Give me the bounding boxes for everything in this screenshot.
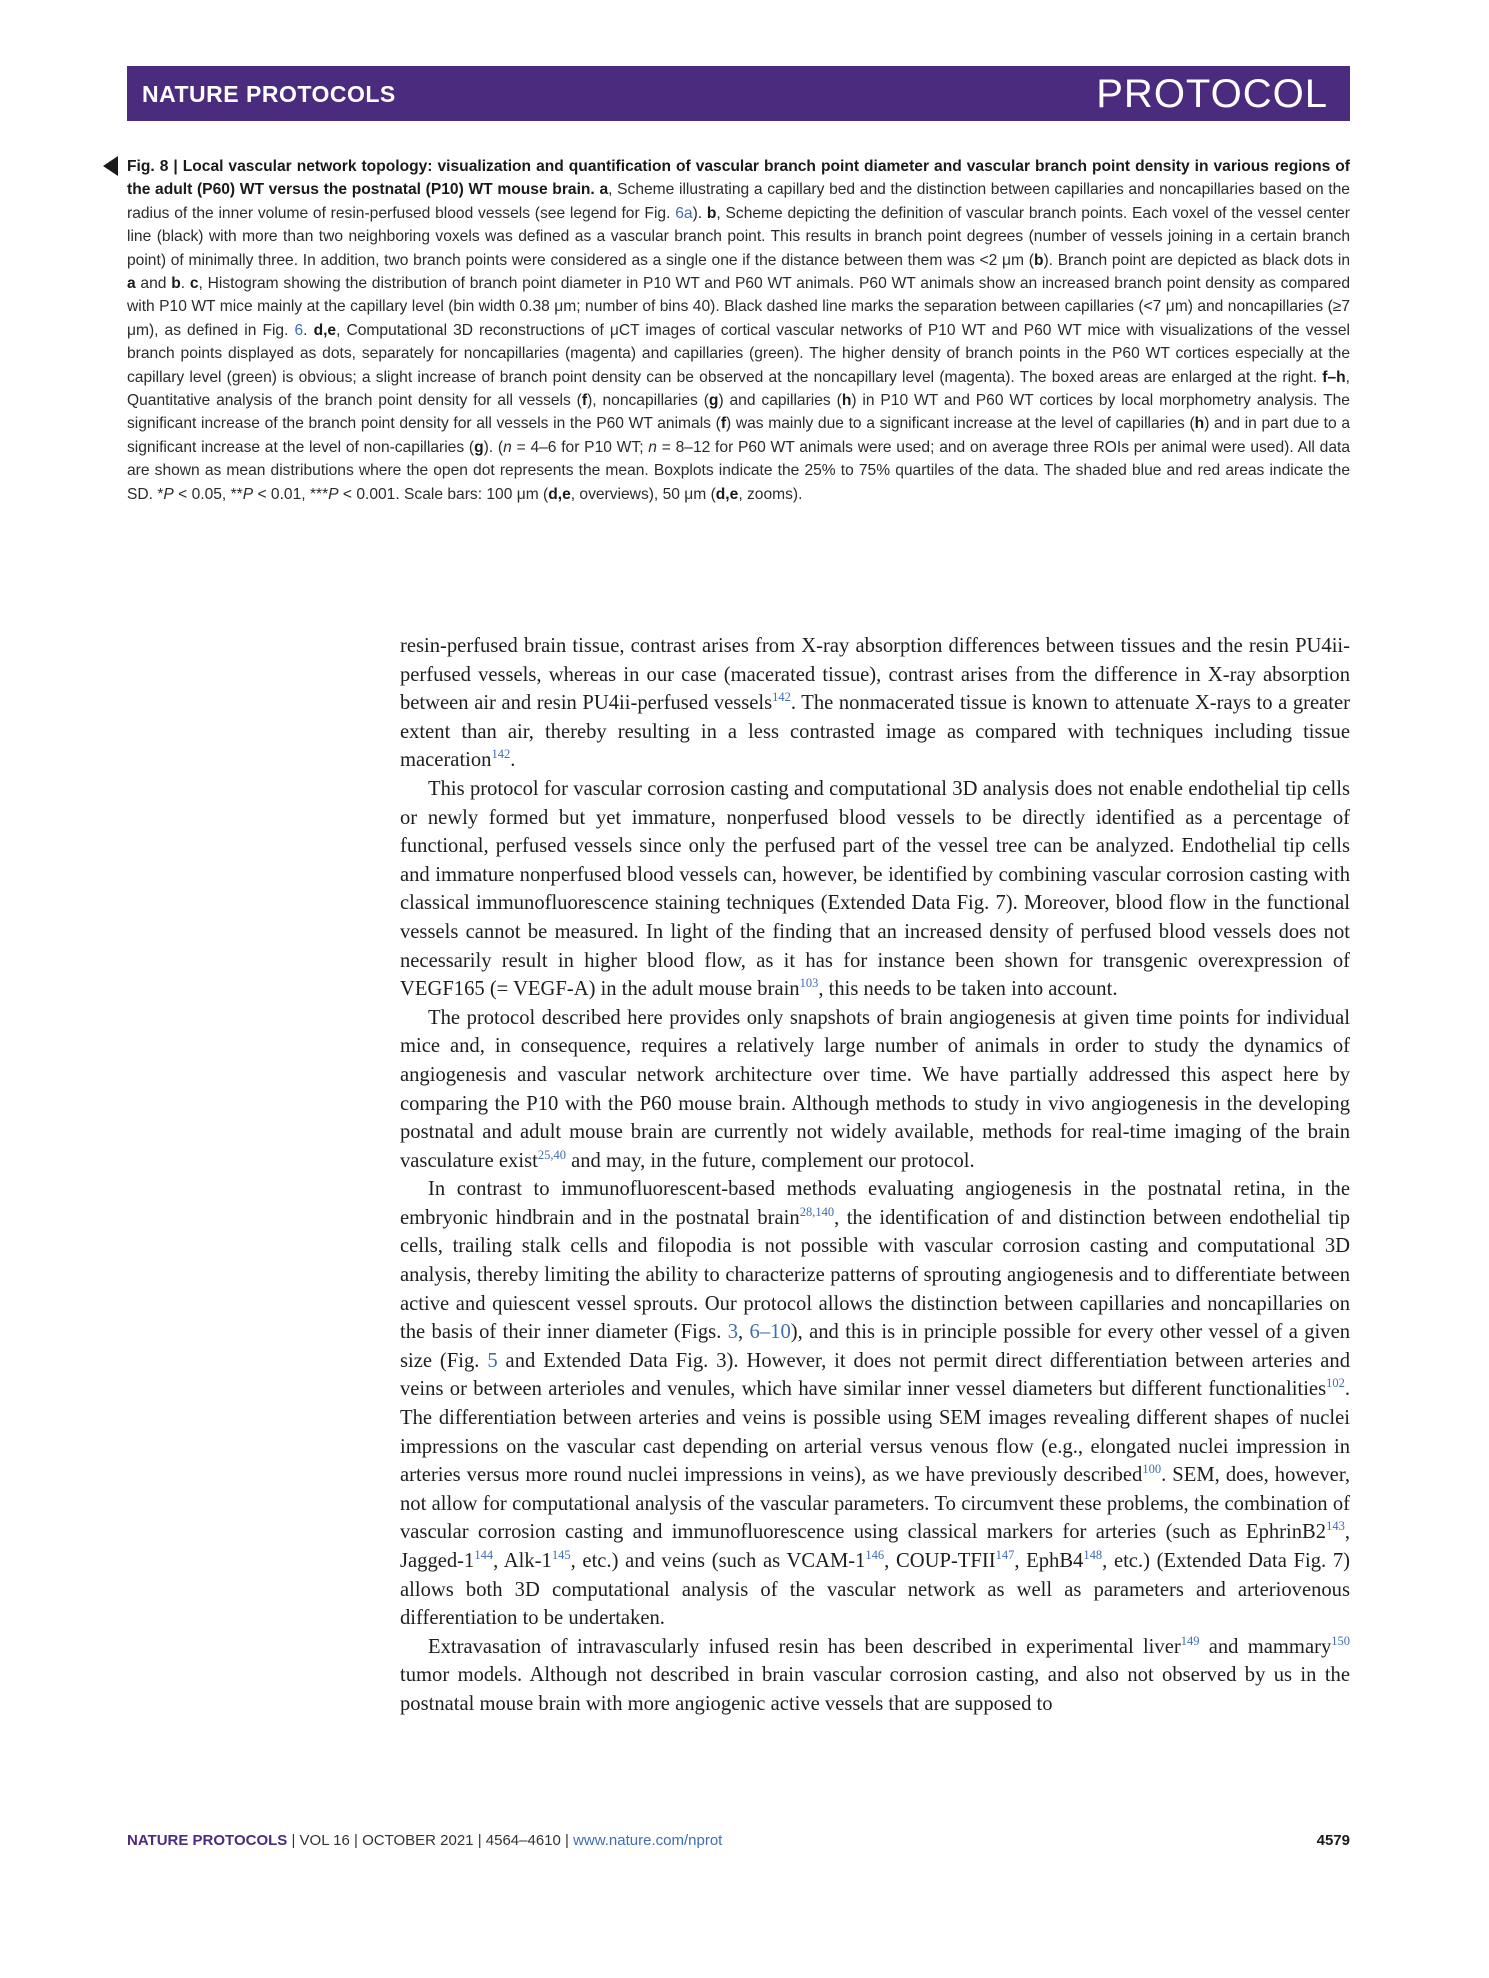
citation-link[interactable]: 100	[1142, 1462, 1162, 1477]
fig-link[interactable]: 3	[727, 1321, 739, 1344]
citation-link[interactable]: 147	[995, 1548, 1015, 1563]
page-footer: NATURE PROTOCOLS | VOL 16 | OCTOBER 2021 | 4564–4610 | www.nature.com/nprot 4579	[127, 1832, 1350, 1849]
caption-arrow-icon	[103, 156, 118, 176]
citation-link[interactable]: 25,40	[537, 1147, 566, 1162]
footer-pages: 4564–4610	[485, 1832, 561, 1849]
citation-link[interactable]: 146	[865, 1548, 885, 1563]
citation-link[interactable]: 28,140	[799, 1205, 835, 1220]
paragraph: The protocol described here provides only snapshots of brain angiogenesis at given time points for individual mice and, in consequence, requires a relatively large number of animals in order to study the dynamics of angiogenesis and vascular network architecture over time. We have partially addressed this aspect here by comparing the P10 with the P60 mouse brain. Although methods to study in vivo angiogenesis in the developing postnatal and adult mouse brain are currently not widely available, methods for real-time imaging of the brain vasculature exist$^{25,40}$ and may, in the future, complement our protocol.	[400, 1006, 1350, 1172]
footer-url-link[interactable]: www.nature.com/nprot	[573, 1832, 723, 1849]
citation-link[interactable]: 103	[799, 976, 819, 991]
footer-journal: NATURE PROTOCOLS	[127, 1832, 288, 1849]
citation-link[interactable]: 145	[551, 1548, 571, 1563]
journal-name: NATURE PROTOCOLS	[142, 81, 396, 107]
fig-link-6a[interactable]: 6a	[675, 204, 693, 222]
paragraph: This protocol for vascular corrosion casting and computational 3D analysis does not enable endothelial tip cells or newly formed but yet immature, nonperfused blood vessels to be directly identified as a percentage of functional, perfused vessels since only the perfused part of the vessel tree can be analyzed. Endothelial tip cells and immature nonperfused blood vessels can, however, be identified by combining vascular corrosion casting with classical immunofluorescence staining techniques (Extended Data Fig. 7). Moreover, blood flow in the functional vessels cannot be measured. In light of the finding that an increased density of perfused blood vessels does not necessarily result in higher blood flow, as it has for instance been shown for transgenic overexpression of VEGF165 (= VEGF-A) in the adult mouse brain$^{103}$, this needs to be taken into account.	[400, 777, 1350, 1001]
citation-link[interactable]: 144	[474, 1548, 494, 1563]
page-header	[127, 66, 1350, 121]
footer-date: OCTOBER 2021	[362, 1832, 474, 1849]
citation-link[interactable]: 148	[1083, 1548, 1103, 1563]
paragraph: resin-perfused brain tissue, contrast arises from X-ray absorption differences between tissues and the resin PU4ii-perfused vessels, whereas in our case (macerated tissue), contrast arises from the difference in X-ray absorption between air and resin PU4ii-perfused vessels$^{142}$. The nonmacerated tissue is known to attenuate X-rays to a greater extent than air, thereby resulting in a less contrasted image as compared with techniques including tissue maceration$^{142}$.	[400, 635, 1350, 772]
body-text	[400, 632, 1350, 1719]
article-type: PROTOCOL	[1096, 72, 1328, 116]
figure-caption: Fig. 8 | Local vascular network topology: visualization and quantification of vascular branch point diameter and vascular branch point density in various regions of the adult (P60) WT versus the postnatal (P10) WT mouse brain. a, Scheme illustrating a capillary bed and the distinction between capillaries and noncapillaries based on the radius of the inner volume of resin-perfused blood vessels (see legend for Fig. 6a). b, Scheme depicting the definition of vascular branch points. Each voxel of the vessel center line (black) with more than two neighboring voxels was defined as a vascular branch point. This results in branch point degrees (number of vessels joining in a certain branch point) of minimally three. In addition, two branch points were considered as a single one if the distance between them was <2 μm (b). Branch point are depicted as black dots in a and b. c, Histogram showing the distribution of branch point diameter in P10 WT and P60 WT animals. P60 WT animals show an increased branch point density as compared with P10 WT mice mainly at the capillary level (bin width 0.38 μm; number of bins 40). Black dashed line marks the separation between capillaries (<7 μm) and noncapillaries (≥7 μm), as defined in Fig. 6. d,e, Computational 3D reconstructions of μCT images of cortical vascular networks of P10 WT and P60 WT mice with visualizations of the vessel branch points displayed as dots, separately for noncapillaries (magenta) and capillaries (green). The higher density of branch points in the P60 WT cortices especially at the capillary level (green) is obvious; a slight increase of branch point density can be observed at the noncapillary level (magenta). The boxed areas are enlarged at the right. f–h, Quantitative analysis of the branch point density for all vessels (f), noncapillaries (g) and capillaries (h) in P10 WT and P60 WT cortices by local morphometry analysis. The significant increase of the branch point density for all vessels in the P60 WT animals (f) was mainly due to a significant increase at the level of capillaries (h) and in part due to a significant increase at the level of non-capillaries (g). (n = 4–6 for P10 WT; n = 8–12 for P60 WT animals were used; and on average three ROIs per animal were used). All data are shown as mean distributions where the open dot represents the mean. Boxplots indicate the 25% to 75% quartiles of the data. The shaded blue and red areas indicate the SD. *P < 0.05, **P < 0.01, ***P < 0.001. Scale bars: 100 μm (d,e, overviews), 50 μm (d,e, zooms).	[127, 155, 1350, 506]
citation-link[interactable]: 150	[1331, 1633, 1350, 1648]
fig-link[interactable]: 5	[487, 1349, 498, 1372]
footer-volume: VOL 16	[299, 1832, 350, 1849]
caption-title: Local vascular network topology: visualization and quantification of vascular branch point diameter and vascular branch point density in various regions of the adult (P60) WT versus the postnatal (P10) WT mouse brain.	[127, 158, 1350, 199]
citation-link[interactable]: 102	[1326, 1376, 1345, 1391]
page-number: 4579	[1316, 1832, 1350, 1849]
citation-link[interactable]: 142	[772, 690, 791, 705]
fig-link[interactable]: 6–10	[749, 1321, 791, 1344]
citation-link[interactable]: 142	[491, 747, 511, 762]
caption-label: Fig. 8 |	[127, 158, 183, 175]
citation-link[interactable]: 143	[1326, 1519, 1345, 1534]
citation-link[interactable]: 149	[1180, 1633, 1200, 1648]
paragraph: In contrast to immunofluorescent-based methods evaluating angiogenesis in the postnatal retina, in the embryonic hindbrain and in the postnatal brain$^{28,140}$, the identification of and distinction between endothelial tip cells, trailing stalk cells and filopodia is not possible with vascular corrosion casting and computational 3D analysis, thereby limiting the ability to characterize patterns of sprouting angiogenesis and to differentiate between active and quiescent vessel sprouts. Our protocol allows the distinction between capillaries and noncapillaries on the basis of their inner diameter (Figs. 3, 6–10), and this is in principle possible for every other vessel of a given size (Fig. 5 and Extended Data Fig. 3). However, it does not permit direct differentiation between arteries and veins or between arterioles and venules, which have similar inner vessel diameters but different functionalities$^{102}$. The differentiation between arteries and veins is possible using SEM images revealing different shapes of nuclei impressions on the vascular cast depending on arterial versus venous flow (e.g., elongated nuclei impression in arteries versus more round nuclei impressions in veins), as we have previously described$^{100}$. SEM, does, however, not allow for computational analysis of the vascular parameters. To circumvent these problems, the combination of vascular corrosion casting and immunofluorescence using classical markers for arteries (such as $EphrinB2^{143}$, Jagged-$1^{144}$, Alk-$1^{145}$, etc.) and veins (such as VCAM-$1^{146}$, COUP-TFII$^{147}$, $EphB4^{148}$, etc.) (Extended Data Fig. 7) allows both 3D computational analysis of the vascular network as well as parameters and arteriovenous differentiation to be undertaken.	[400, 1178, 1351, 1630]
paragraph: Extravasation of intravascularly infused resin has been described in experimental liver$^{149}$ and mammary$^{150}$ tumor models. Although not described in brain vascular corrosion casting, and also not observed by us in the postnatal mouse brain with more angiogenic active vessels that are supposed to	[400, 1633, 1350, 1715]
fig-link-6[interactable]: 6	[294, 321, 304, 339]
